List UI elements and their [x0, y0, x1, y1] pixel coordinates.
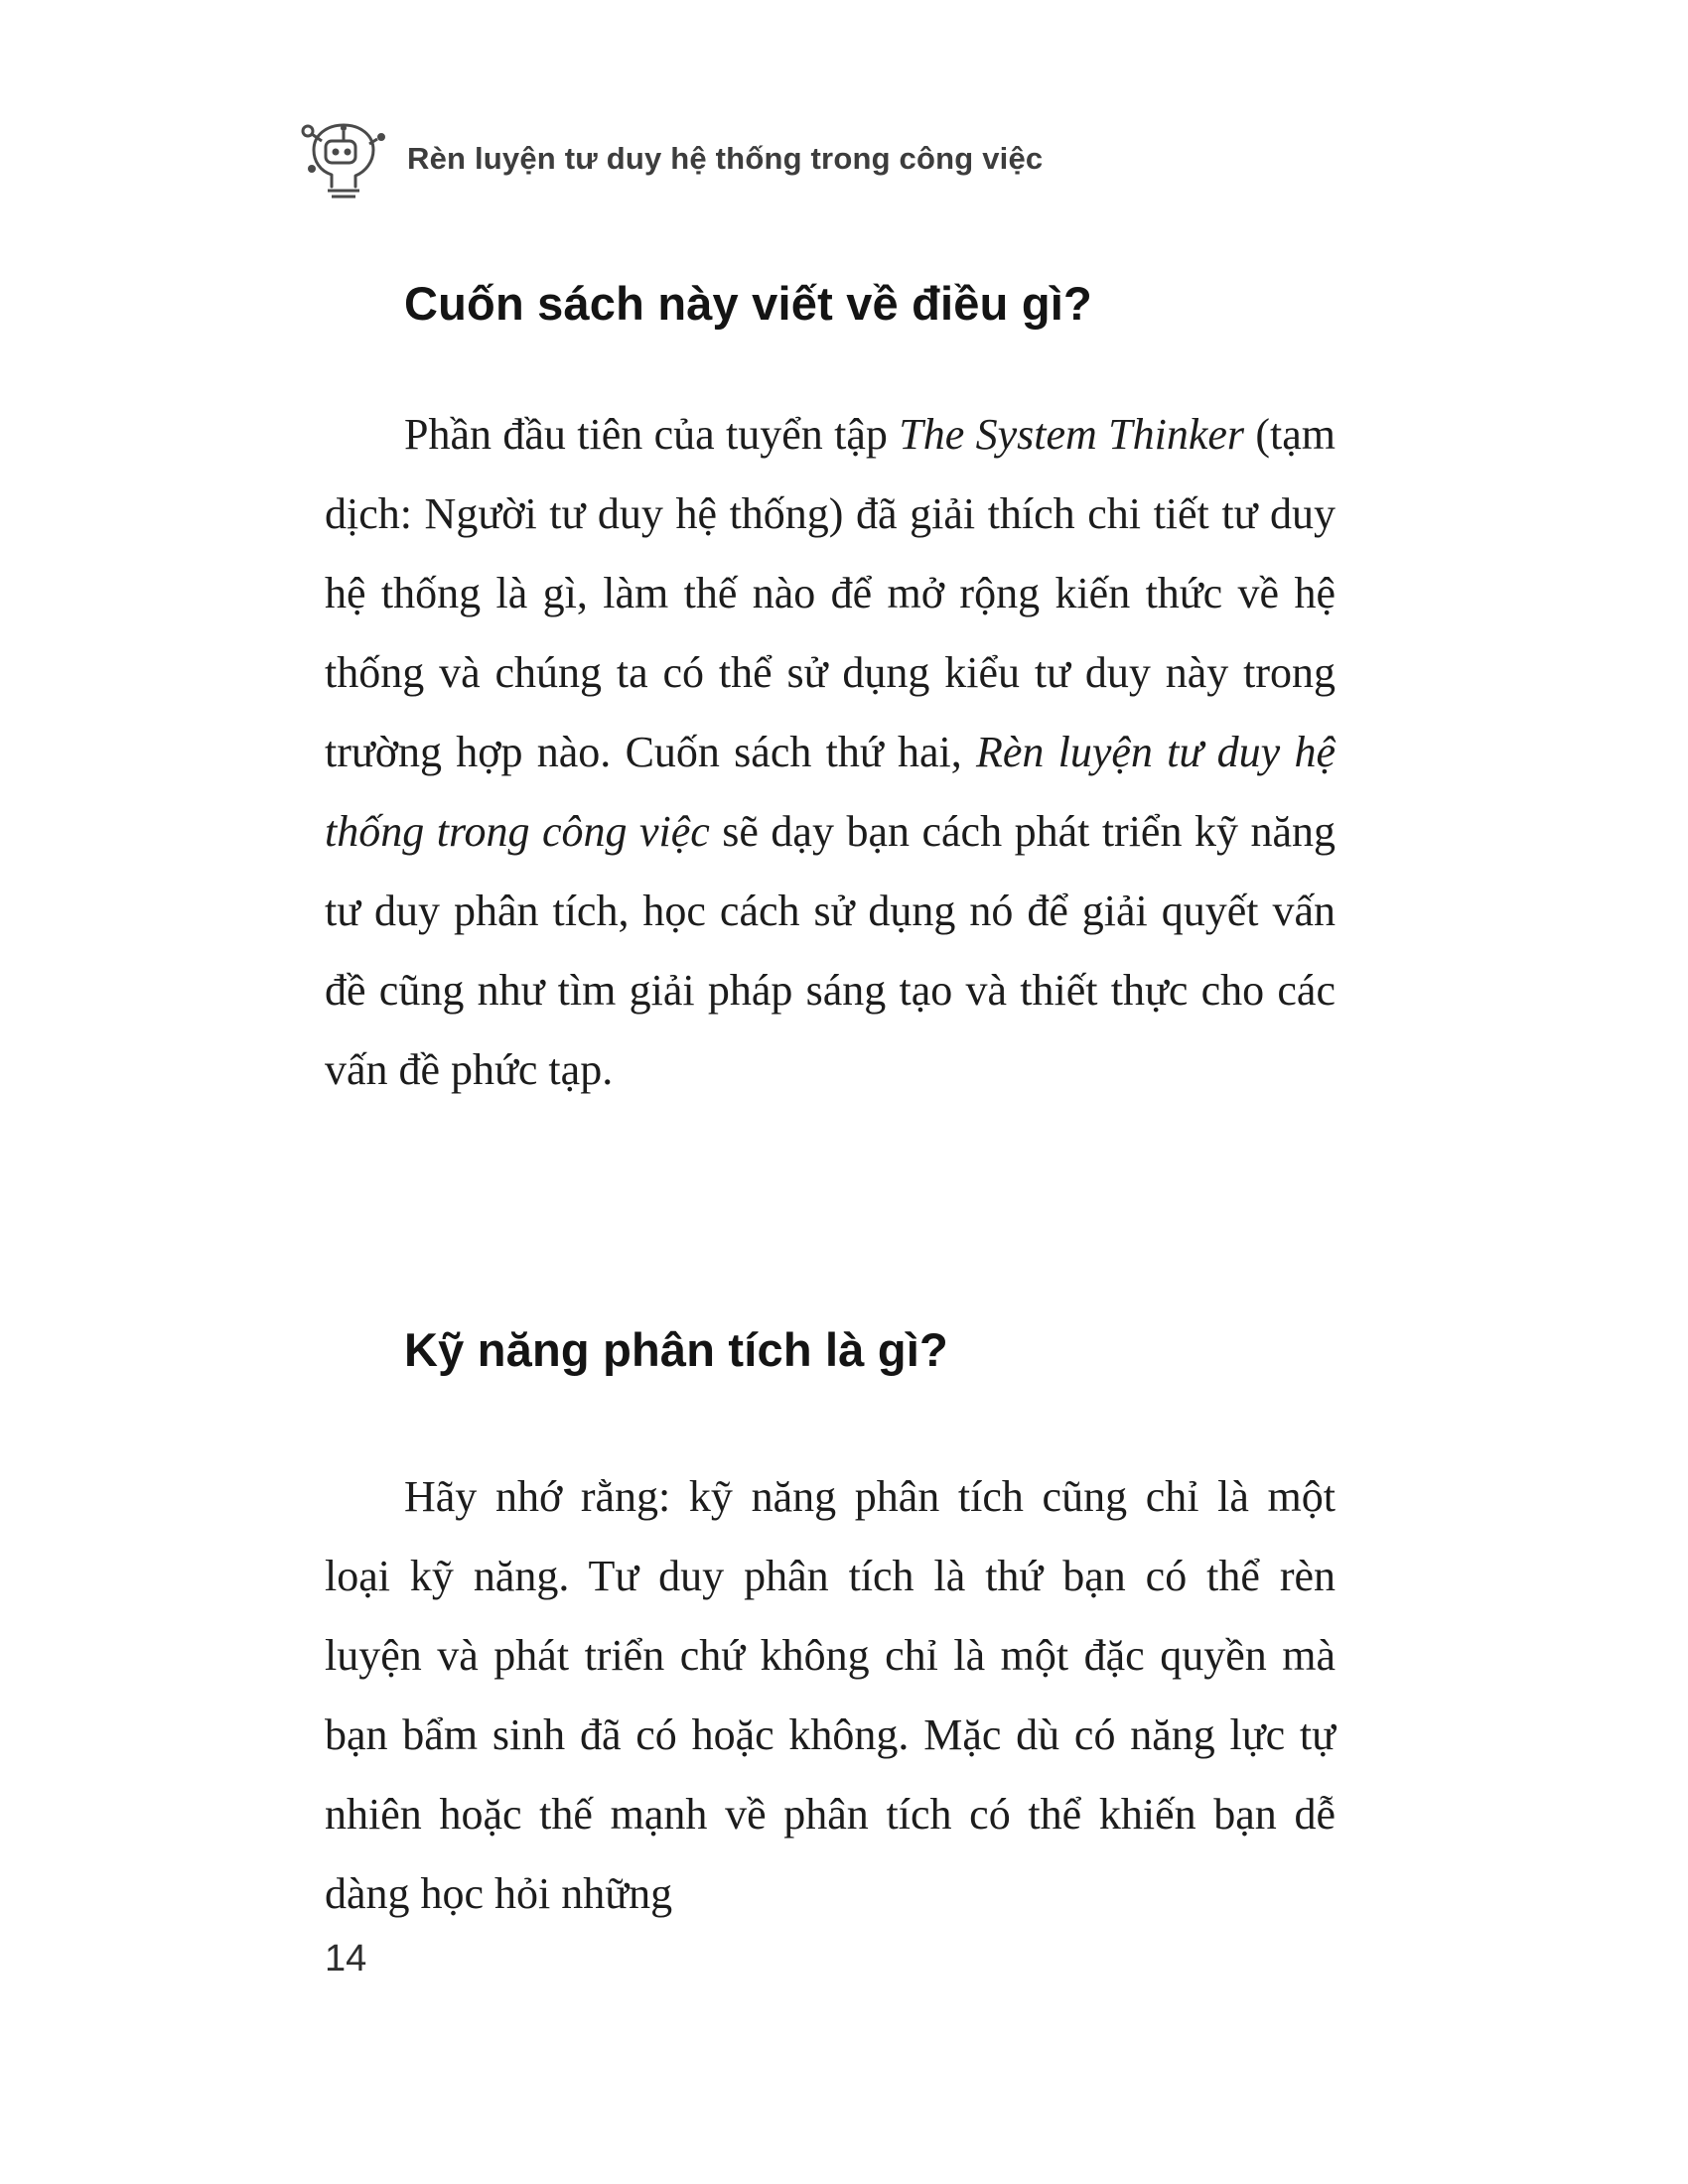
- paragraph-analytical-skill: [325, 1457, 1336, 1934]
- italic-book-title: The System Thinker: [899, 410, 1245, 459]
- text-part: Hãy nhớ rằng: kỹ năng phân tích cũng chỉ là một loại kỹ năng. Tư duy phân tích là thứ bạn có thể rèn luyện và phát triển chứ không chỉ là một đặc quyền mà bạn bẩm sinh đã có hoặc không. Mặc dù có năng lực tự nhiên hoặc thế mạnh về phân tích có thể khiến bạn dễ dàng học hỏi những: [325, 1472, 1336, 1918]
- italic-book-title: Rèn luyện tư duy hệ thống trong công việc: [325, 728, 1336, 856]
- section-heading-analytical-skill: Kỹ năng phân tích là gì?: [404, 1323, 948, 1376]
- text-part: (tạm dịch: Người tư duy hệ thống) đã giải thích chi tiết tư duy hệ thống là gì, làm thế nào để mở rộng kiến thức về hệ thống và chúng ta có thể sử dụng kiểu tư duy này trong trường hợp nào. Cuốn sách thứ hai,: [325, 410, 1336, 776]
- running-header-title: Rèn luyện tư duy hệ thống trong công việc: [407, 141, 1044, 176]
- paragraph-book-description: [325, 395, 1336, 1110]
- content-column: [325, 0, 1336, 2184]
- section-heading-what-book-is-about: Cuốn sách này viết về điều gì?: [404, 277, 1092, 330]
- page-number: 14: [325, 1938, 367, 1979]
- text-part: Phần đầu tiên của tuyển tập: [404, 410, 900, 459]
- text-part: sẽ dạy bạn cách phát triển kỹ năng tư duy phân tích, học cách sử dụng nó để giải quyết vấn đề cũng như tìm giải pháp sáng tạo và thiết thực cho các vấn đề phức tạp.: [325, 807, 1336, 1094]
